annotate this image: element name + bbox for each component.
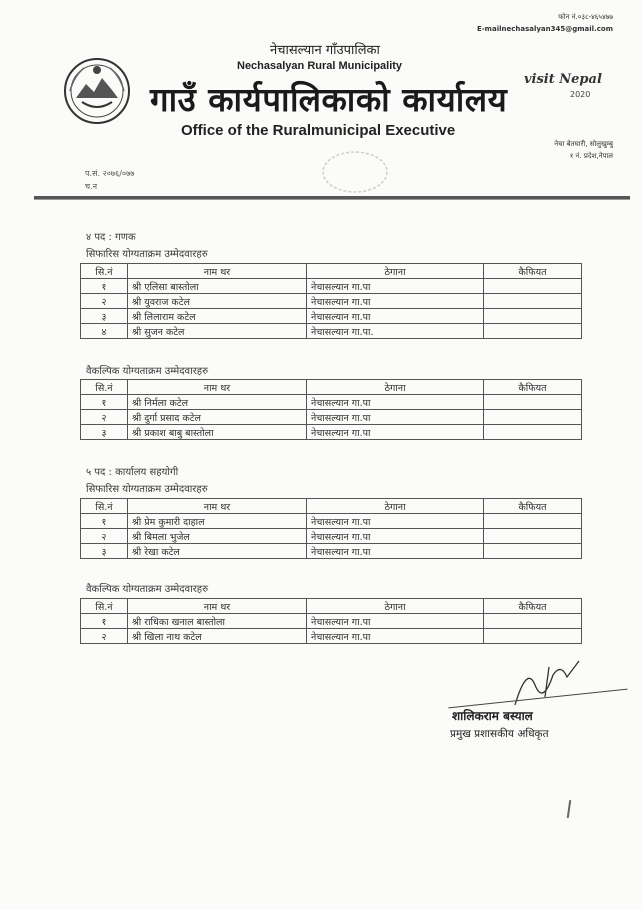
cell-remarks [484, 294, 582, 309]
cell-sn: ३ [81, 309, 128, 324]
table-header-row [81, 599, 582, 614]
col-name: नाम थर [128, 599, 307, 614]
col-sn: सि.नं [81, 264, 128, 279]
address-line-2: १ नं. प्रदेश,नेपाल [569, 152, 613, 160]
table-row [81, 529, 582, 544]
stray-pen-mark [567, 800, 571, 818]
candidate-table [80, 598, 582, 644]
cell-remarks [484, 425, 582, 440]
cell-remarks [484, 614, 582, 629]
cell-sn: २ [81, 529, 128, 544]
cell-name: श्री एलिसा बास्तोला [128, 279, 307, 294]
cell-name: श्री लिलाराम कटेल [128, 309, 307, 324]
col-address: ठेगाना [307, 264, 484, 279]
table-row [81, 279, 582, 294]
signature-scrawl-icon [505, 655, 595, 715]
nepal-emblem-icon [62, 56, 132, 126]
cell-sn: १ [81, 514, 128, 529]
cell-sn: १ [81, 395, 128, 410]
group-label: सिफारिस योग्यताक्रम उम्मेदवारहरु [86, 249, 208, 260]
table-row [81, 425, 582, 440]
stamp-mark-icon [320, 150, 390, 195]
cell-name: श्री राधिका खनाल बास्तोला [128, 614, 307, 629]
cell-name: श्री निर्मला कटेल [128, 395, 307, 410]
table-row [81, 410, 582, 425]
cell-address: नेचासल्यान गा.पा [307, 395, 484, 410]
cell-sn: ३ [81, 425, 128, 440]
cell-remarks [484, 544, 582, 559]
reference-number: प.सं. २०७६/०७७ [85, 169, 135, 178]
office-title-english: Office of the Ruralmunicipal Executive [181, 122, 456, 139]
col-remarks: कैफियत [484, 264, 582, 279]
cell-address: नेचासल्यान गा.पा [307, 294, 484, 309]
cell-name: श्री दुर्गा प्रसाद कटेल [128, 410, 307, 425]
cell-remarks [484, 514, 582, 529]
col-address: ठेगाना [307, 380, 484, 395]
group-label: वैकल्पिक योग्यताक्रम उम्मेदवारहरु [86, 584, 209, 595]
cell-remarks [484, 324, 582, 339]
cell-remarks [484, 309, 582, 324]
cell-sn: १ [81, 279, 128, 294]
table-header-row [81, 380, 582, 395]
cell-address: नेचासल्यान गा.पा. [307, 324, 484, 339]
section-title: ४ पद : गणक [86, 232, 136, 243]
cell-address: नेचासल्यान गा.पा [307, 629, 484, 644]
cell-name: श्री प्रेम कुमारी दाहाल [128, 514, 307, 529]
table-row [81, 324, 582, 339]
cell-sn: ३ [81, 544, 128, 559]
col-sn: सि.नं [81, 599, 128, 614]
cell-sn: २ [81, 294, 128, 309]
col-name: नाम थर [128, 264, 307, 279]
table-header-row [81, 499, 582, 514]
cell-remarks [484, 529, 582, 544]
email-address: E-mailnechasalyan345@gmail.com [476, 25, 613, 33]
candidate-table [80, 263, 582, 339]
cell-address: नेचासल्यान गा.पा [307, 514, 484, 529]
candidate-table [80, 498, 582, 559]
phone-number: फोन नं.०३८-४६५४७७ [558, 13, 613, 21]
candidate-table [80, 379, 582, 440]
cell-remarks [484, 629, 582, 644]
header-divider [34, 196, 630, 200]
col-name: नाम थर [128, 499, 307, 514]
cell-address: नेचासल्यान गा.पा [307, 410, 484, 425]
table-row [81, 395, 582, 410]
table-row [81, 544, 582, 559]
cell-remarks [484, 395, 582, 410]
cell-address: नेचासल्यान गा.पा [307, 309, 484, 324]
cell-sn: ४ [81, 324, 128, 339]
cell-address: नेचासल्यान गा.पा [307, 279, 484, 294]
signatory-name: शालिकराम बस्याल [452, 709, 533, 723]
col-name: नाम थर [128, 380, 307, 395]
cell-sn: १ [81, 614, 128, 629]
table-row [81, 614, 582, 629]
group-label: वैकल्पिक योग्यताक्रम उम्मेदवारहरु [86, 366, 209, 377]
col-remarks: कैफियत [484, 499, 582, 514]
cell-name: श्री सुजन कटेल [128, 324, 307, 339]
cell-address: नेचासल्यान गा.पा [307, 544, 484, 559]
cell-sn: २ [81, 410, 128, 425]
table-header-row [81, 264, 582, 279]
municipality-name-english: Nechasalyan Rural Municipality [237, 60, 403, 72]
col-remarks: कैफियत [484, 380, 582, 395]
municipality-name-nepali: नेचासल्यान गाँउपालिका [270, 43, 380, 58]
cell-name: श्री रेखा कटेल [128, 544, 307, 559]
cell-remarks [484, 410, 582, 425]
table-row [81, 294, 582, 309]
cell-name: श्री प्रकाश बाबु बास्तोला [128, 425, 307, 440]
cell-name: श्री खिला नाथ कटेल [128, 629, 307, 644]
cell-address: नेचासल्यान गा.पा [307, 425, 484, 440]
visit-nepal-logo: visit Nepal [524, 72, 602, 87]
address-line-1: नेचा बेतघारी, सोलुखुम्बु [554, 140, 613, 148]
col-sn: सि.नं [81, 499, 128, 514]
dispatch-number: च.न [85, 182, 98, 191]
col-remarks: कैफियत [484, 599, 582, 614]
cell-remarks [484, 279, 582, 294]
col-address: ठेगाना [307, 599, 484, 614]
cell-sn: २ [81, 629, 128, 644]
table-row [81, 514, 582, 529]
section-title: ५ पद : कार्यालय सहयोगी [86, 467, 179, 478]
cell-name: श्री बिमला भुजेल [128, 529, 307, 544]
group-label: सिफारिस योग्यताक्रम उम्मेदवारहरु [86, 484, 208, 495]
office-title-nepali: गाउँ कार्यपालिकाको कार्यालय [150, 80, 508, 119]
table-row [81, 629, 582, 644]
col-address: ठेगाना [307, 499, 484, 514]
col-sn: सि.नं [81, 380, 128, 395]
cell-address: नेचासल्यान गा.पा [307, 529, 484, 544]
cell-name: श्री युवराज कटेल [128, 294, 307, 309]
table-row [81, 309, 582, 324]
visit-nepal-year: 2020 [570, 90, 591, 99]
signatory-title: प्रमुख प्रशासकीय अधिकृत [450, 728, 549, 740]
cell-address: नेचासल्यान गा.पा [307, 614, 484, 629]
